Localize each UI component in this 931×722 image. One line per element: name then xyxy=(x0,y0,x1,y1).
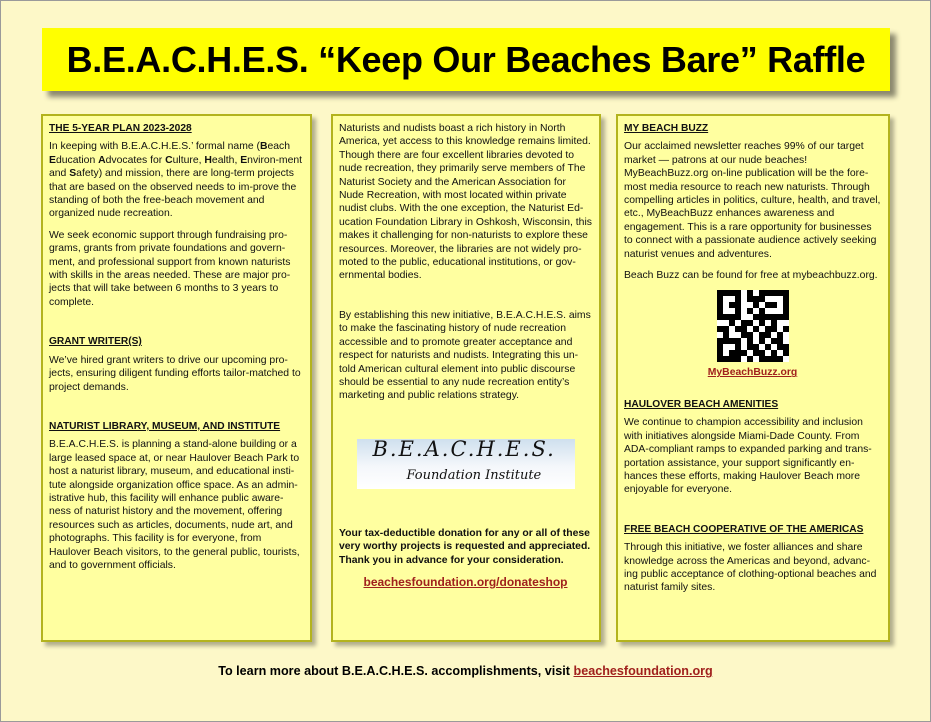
section-heading-beach-buzz: MY BEACH BUZZ xyxy=(624,123,709,134)
text-run: each xyxy=(267,141,291,153)
text-run: ealth, xyxy=(211,154,241,166)
donate-shop-link[interactable]: beachesfoundation.org/donateshop xyxy=(363,574,568,589)
column-left xyxy=(41,114,312,642)
qr-link-wrapper xyxy=(624,366,881,379)
section-heading-cooperative: FREE BEACH COOPERATIVE OF THE AMERICAS xyxy=(624,523,864,535)
text-run: A xyxy=(98,154,106,166)
paragraph-grant-writers: We’ve hired grant writers to drive our upcoming pro-jects, ensuring diligent funding efforts tailor-matched to project demands. xyxy=(49,354,301,393)
paragraph-formal-name xyxy=(49,140,303,220)
section-heading-library: NATURIST LIBRARY, MUSEUM, AND INSTITUTE xyxy=(49,420,281,432)
text-run: B xyxy=(259,141,268,153)
spacer xyxy=(624,505,881,523)
foundation-institute-logo xyxy=(357,436,575,489)
spacer xyxy=(49,402,303,420)
text-run: ulture, xyxy=(172,154,205,166)
footer-website-link[interactable]: beachesfoundation.org xyxy=(573,664,713,678)
paragraph-library: B.E.A.C.H.E.S. is planning a stand-alone building or a large leased space at, or near Haulover Beach Park to host a naturist library, museum, and educational insti-tute alongside organization office space. As an admin-istrative hub, this facility will enhance public aware-ness of naturist history and the movement, offering resources such as articles, documents, nude art, and photographs. This facility is for everyone, from Haulover Beach visitors, to the general public, tourists, and to government officials. xyxy=(49,439,300,571)
text-run: afety) and mission, there are long-term projects that are based on the observed needs to im-prove the standing of both the free-beach movement and organized nude recreation. xyxy=(49,168,297,220)
text-run: In keeping with B.E.A.C.H.E.S.’ formal name ( xyxy=(49,141,260,153)
banner xyxy=(42,28,890,91)
mybeachbuzz-link[interactable]: MyBeachBuzz.org xyxy=(707,367,798,379)
text-run: H xyxy=(204,154,212,166)
text-run: E xyxy=(49,154,56,166)
page-title: B.E.A.C.H.E.S. “Keep Our Beaches Bare” Raffle xyxy=(66,38,866,80)
section-heading-grant-writers: GRANT WRITER(S) xyxy=(49,336,142,348)
paragraph-beach-buzz-free: Beach Buzz can be found for free at mybeachbuzz.org. xyxy=(624,270,878,282)
logo-title: B.E.A.C.H.E.S. xyxy=(372,436,556,461)
footer xyxy=(0,664,931,678)
paragraph-initiative: By establishing this new initiative, B.E.A.C.H.E.S. aims to make the fascinating history of nude recreation accessible and to promote greater acceptance and respect for naturists and nudists. Integrating this un-told American cultural element into public discourse should be essential to any nude recreation entity’s marketing and public relations strategy. xyxy=(339,309,591,402)
spacer xyxy=(624,380,881,398)
qr-code-icon[interactable] xyxy=(717,290,789,362)
text-run: C xyxy=(165,154,173,166)
text-run: E xyxy=(240,154,248,166)
text-run: S xyxy=(69,168,77,180)
text-run: dvocates for xyxy=(105,154,166,166)
spacer xyxy=(49,317,303,335)
paragraph-newsletter: Our acclaimed newsletter reaches 99% of our target market — patrons at our nude beaches! MyBeachBuzz.org on-line publication will be the fore-most media resource to reach new naturists. Through compelling articles in politics, culture, health, and travel, etc., MyBeachBuzz enhances awareness and engagement. This is a rare opportunity for businesses to connect with a passionate audience actively seeking naturist venues and adventures. xyxy=(624,141,881,260)
column-right xyxy=(616,114,890,642)
spacer xyxy=(339,411,592,429)
spacer xyxy=(339,291,592,309)
paragraph-cooperative: Through this initiative, we foster alliances and share knowledge across the Americas and beyond, advanc-ing public acceptance of clothing-optional beaches and naturist family sites. xyxy=(624,542,877,594)
donate-link-wrapper xyxy=(339,576,592,589)
footer-text: To learn more about B.E.A.C.H.E.S. accomplishments, visit xyxy=(218,664,574,678)
donation-request: Your tax-deductible donation for any or all of these very worthy projects is requested and appreciated. Thank you in advance for your consideration. xyxy=(339,527,591,566)
paragraph-economic-support: We seek economic support through fundraising pro-grams, grants from private foundations and govern-ment, and professional support from known naturists with skills in the areas needed. These are major pro-jects that will take between 6 months to 3 years to complete. xyxy=(49,229,291,308)
paragraph-history: Naturists and nudists boast a rich history in North America, yet access to this knowledge remains limited. Though there are four excellent libraries devoted to nude recreation, they primarily serve members of The Naturist Society and the American Association for Nude Recreation, with most located within private nudist clubs. With the one exception, the Naturist Ed-ucation Foundation Library in Oshkosh, Wisconsin, this makes it challenging for non-naturists to explore these resources. Moreover, the libraries are not widely pro-moted to the public, educational institutions, or gov-ernmental bodies. xyxy=(339,123,592,282)
text-run: ducation xyxy=(55,154,99,166)
text-run: nviron-ment and xyxy=(49,154,303,180)
section-heading-haulover: HAULOVER BEACH AMENITIES xyxy=(624,398,779,410)
paragraph-haulover: We continue to champion accessibility and inclusion with initiatives alongside Miami-Dade County. From ADA-compliant ramps to expanded parking and trans-portation assistance, your support significantly en-hances these efforts, making Haulover Beach more enjoyable for everyone. xyxy=(624,417,872,496)
logo-subtitle: Foundation Institute xyxy=(406,467,542,483)
section-heading-5-year-plan: THE 5-YEAR PLAN 2023-2028 xyxy=(49,123,192,134)
column-middle xyxy=(331,114,601,642)
qr-module xyxy=(783,356,789,362)
